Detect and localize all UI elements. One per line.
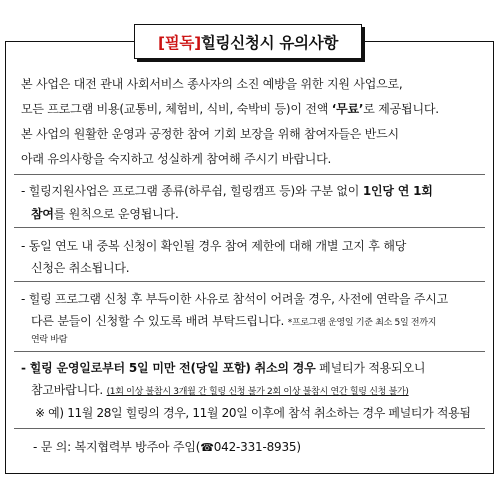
contact-label: - 문 의: 복지협력부 방주아 주임( [33, 440, 201, 454]
free-emphasis: ‘무료’ [331, 102, 364, 116]
title-text: 힐링신청시 유의사항 [200, 33, 339, 52]
item-3-text: 다른 분들이 신청할 수 있도록 배려 부탁드립니다. [31, 314, 288, 328]
contact-close: ) [296, 440, 301, 454]
item-1-line-1 [21, 182, 433, 200]
contact-phone: 042-331-8935 [213, 440, 297, 454]
divider-2 [14, 227, 485, 228]
intro-line-1: 본 사업은 대전 관내 사회서비스 종사자의 소진 예방을 위한 지원 사업으로, [21, 77, 403, 91]
item-4-line-2 [31, 381, 409, 401]
item-1-text: - 힐링지원사업은 프로그램 종류(하루쉼, 힐링캠프 등)와 구분 없이 [21, 184, 363, 198]
divider-1 [14, 174, 485, 175]
intro-line-2-end: 로 제공됩니다. [363, 102, 439, 116]
item-3-line-1: - 힐링 프로그램 신청 후 부득이한 사유로 참석이 어려울 경우, 사전에 연락을 주시고 [21, 292, 449, 306]
item-3-line-2 [31, 312, 436, 332]
divider-4 [14, 351, 485, 352]
item-4-line-1 [21, 359, 425, 377]
required-tag: [필독] [157, 33, 201, 52]
divider-5 [14, 428, 485, 429]
item-4-text: 페널티가 적용되오니 [315, 361, 426, 375]
phone-icon: ☎ [200, 441, 214, 454]
item-1-emphasis: 1인당 연 1회 [362, 184, 433, 198]
item-3-note: *프로그램 운영일 기준 최소 5일 전까지 [287, 318, 437, 328]
item-4-text-2: 참고바랍니다. [31, 383, 103, 397]
item-1-emphasis-2: 참여 [31, 207, 54, 221]
item-3-note-end: 연락 바람 [31, 335, 68, 345]
intro-line-3: 본 사업의 원활한 운영과 공정한 참여 기회 보장을 위해 참여자들은 반드시 [21, 127, 399, 141]
penalty-note: (1회 이상 불참시 3개월 간 힐링 신청 불가 2회 이상 불참시 연간 힐링 신청 불가) [106, 387, 409, 397]
intro-line-2 [21, 100, 439, 118]
intro-line-4: 아래 유의사항을 숙지하고 성실하게 참여해 주시기 바랍니다. [21, 152, 332, 166]
item-4-emphasis: - 힐링 운영일로부터 5일 미만 전(당일 포함) 취소의 경우 [21, 361, 316, 375]
item-1-line-2 [31, 205, 179, 223]
item-2-line-2: 신청은 취소됩니다. [31, 261, 130, 275]
item-1-end: 를 원칙으로 운영됩니다. [53, 207, 179, 221]
notice-title [134, 24, 362, 59]
divider-3 [14, 281, 485, 282]
contact-line [33, 438, 301, 457]
intro-line-2-text: 모든 프로그램 비용(교통비, 체험비, 식비, 숙박비 등)이 전액 [21, 102, 332, 116]
item-2-line-1: - 동일 연도 내 중복 신청이 확인될 경우 참여 제한에 대해 개별 고지 후 해당 [21, 239, 407, 253]
item-4-example: ※ 예) 11월 28일 힐링의 경우, 11월 20일 이후에 참석 취소하는 경우 페널티가 적용됨 [35, 406, 471, 420]
